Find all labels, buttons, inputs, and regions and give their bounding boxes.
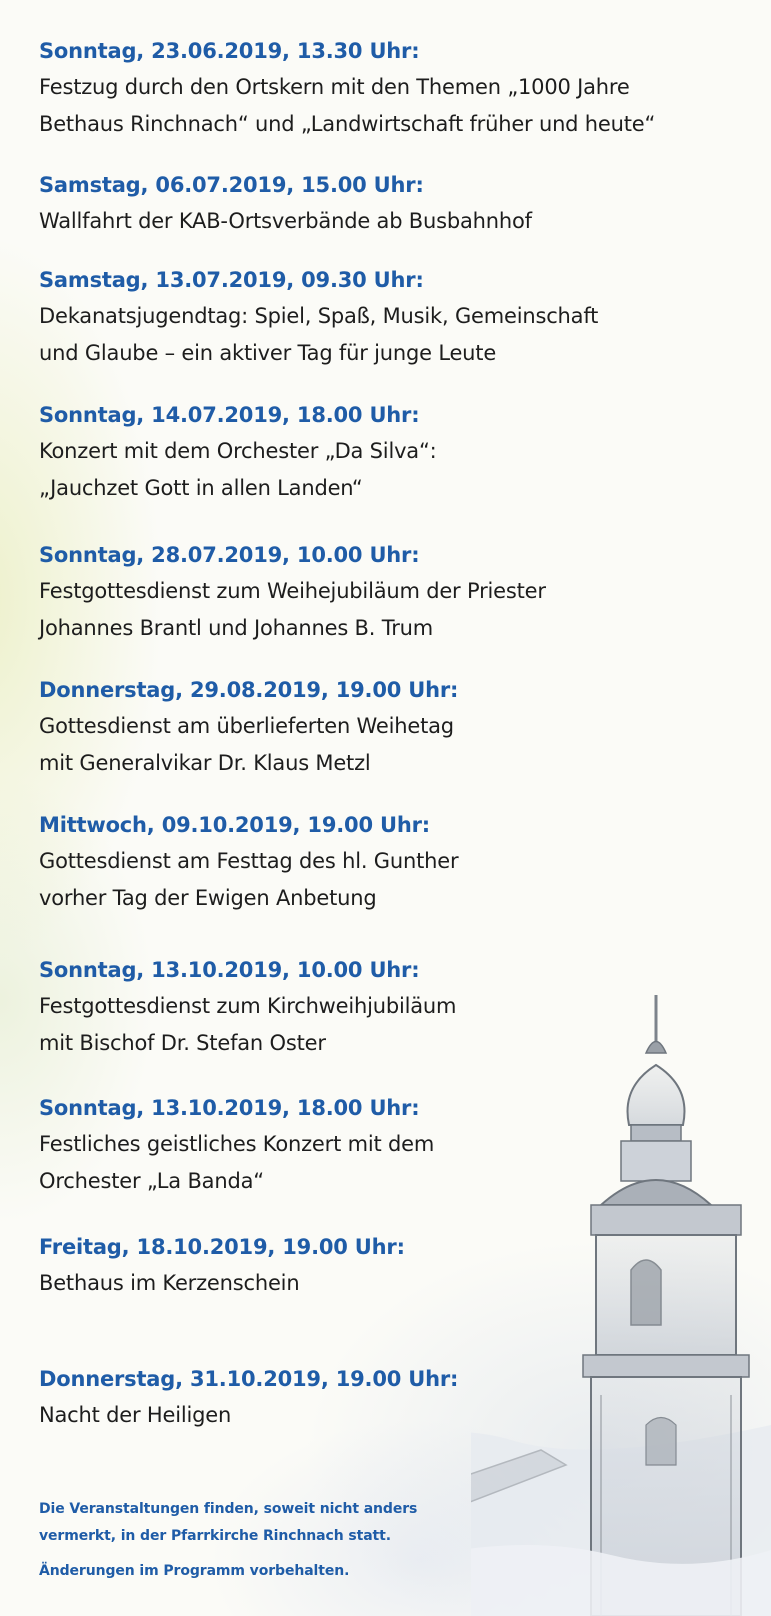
changes-note: Änderungen im Programm vorbehalten. [39, 1563, 350, 1579]
event-date: Sonntag, 13.10.2019, 10.00 Uhr: [39, 958, 420, 982]
event-description: Gottesdienst am überlieferten Weihetag mit Generalvikar Dr. Klaus Metzl [39, 714, 454, 775]
event-description: Wallfahrt der KAB-Ortsverbände ab Busbahnhof [39, 209, 532, 233]
event-date: Sonntag, 23.06.2019, 13.30 Uhr: [39, 39, 420, 63]
event-description: Festgottesdienst zum Weihejubiläum der Priester Johannes Brantl und Johannes B. Trum [39, 579, 546, 640]
event-item [39, 1364, 759, 1434]
event-item [39, 400, 759, 507]
event-date: Samstag, 13.07.2019, 09.30 Uhr: [39, 268, 424, 292]
event-date: Freitag, 18.10.2019, 19.00 Uhr: [39, 1235, 405, 1259]
event-item [39, 1093, 759, 1200]
event-description: Bethaus im Kerzenschein [39, 1271, 300, 1295]
event-date: Donnerstag, 29.08.2019, 19.00 Uhr: [39, 678, 459, 702]
event-description: Gottesdienst am Festtag des hl. Gunther vorher Tag der Ewigen Anbetung [39, 849, 459, 910]
venue-note: Die Veranstaltungen finden, soweit nicht anders [39, 1501, 418, 1517]
event-item [39, 265, 759, 372]
event-item [39, 810, 759, 917]
venue-note: vermerkt, in der Pfarrkirche Rinchnach statt. [39, 1528, 391, 1544]
event-item [39, 955, 759, 1062]
event-item [39, 1232, 759, 1302]
event-description: Festliches geistliches Konzert mit dem Orchester „La Banda“ [39, 1132, 435, 1193]
event-item [39, 675, 759, 782]
event-date: Sonntag, 13.10.2019, 18.00 Uhr: [39, 1096, 420, 1120]
event-description: Dekanatsjugendtag: Spiel, Spaß, Musik, Gemeinschaft und Glaube – ein aktiver Tag für junge Leute [39, 304, 599, 365]
event-date: Mittwoch, 09.10.2019, 19.00 Uhr: [39, 813, 430, 837]
footer-notes [39, 1496, 417, 1585]
event-item [39, 540, 759, 647]
event-date: Sonntag, 28.07.2019, 10.00 Uhr: [39, 543, 420, 567]
event-item [39, 170, 759, 240]
event-date: Donnerstag, 31.10.2019, 19.00 Uhr: [39, 1367, 459, 1391]
event-date: Sonntag, 14.07.2019, 18.00 Uhr: [39, 403, 420, 427]
event-description: Festzug durch den Ortskern mit den Themen „1000 Jahre Bethaus Rinchnach“ und „Landwirtschaft früher und heute“ [39, 75, 656, 136]
event-item [39, 36, 759, 143]
church-tower-illustration [471, 995, 771, 1616]
event-description: Festgottesdienst zum Kirchweihjubiläum mit Bischof Dr. Stefan Oster [39, 994, 457, 1055]
event-description: Konzert mit dem Orchester „Da Silva“: „Jauchzet Gott in allen Landen“ [39, 439, 437, 500]
event-description: Nacht der Heiligen [39, 1403, 232, 1427]
event-date: Samstag, 06.07.2019, 15.00 Uhr: [39, 173, 424, 197]
